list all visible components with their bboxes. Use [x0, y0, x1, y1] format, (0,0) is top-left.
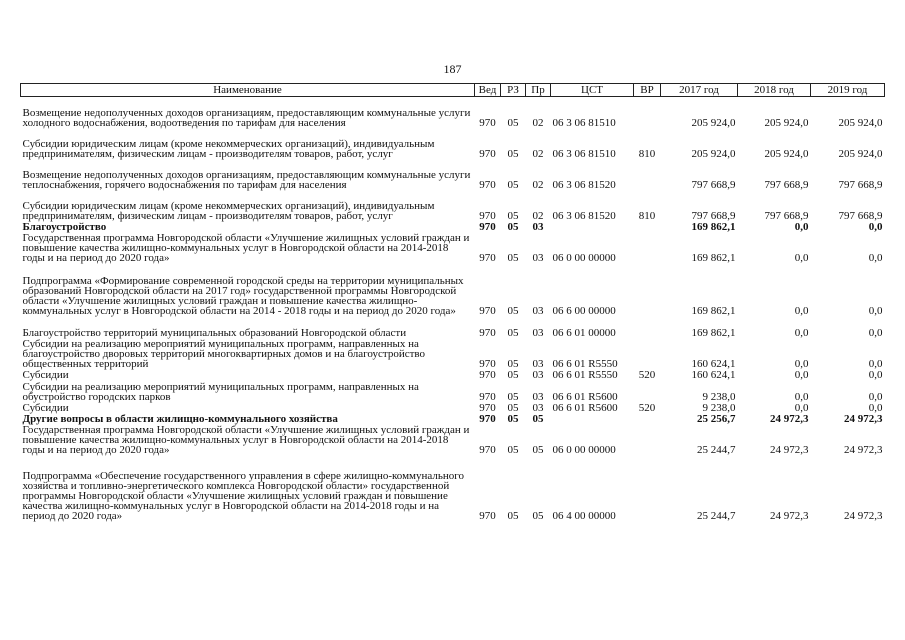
- row-cst: 06 6 01 R5550: [552, 358, 618, 370]
- row-ved: 970: [479, 402, 496, 414]
- row-rz: 05: [507, 117, 519, 129]
- row-value-2019: 0,0: [868, 391, 883, 403]
- row-value-2019: 0,0: [868, 402, 883, 414]
- row-cst: [551, 221, 634, 232]
- row-rz: 05: [507, 413, 519, 425]
- row-rz: 05: [507, 148, 519, 160]
- row-value-2017: 160 624,1: [691, 369, 736, 381]
- row-name: Государственная программа Новгородской области «Улучшение жилищных условий граждан и повышение качества жилищно-коммунальных услуг в Новгородской области на 2014-2018 годы и на период до 2020 года»: [22, 424, 470, 456]
- row-value-2018: 0,0: [794, 252, 809, 264]
- table-row: [21, 424, 885, 455]
- row-value-2017: 25 256,7: [697, 413, 736, 425]
- row-ved: 970: [479, 413, 496, 425]
- row-rz: 05: [507, 444, 519, 456]
- row-ved: 970: [479, 117, 496, 129]
- header-vr: ВР: [634, 84, 661, 97]
- row-vr: [634, 380, 661, 402]
- row-value-2017: 169 862,1: [691, 221, 736, 233]
- row-value-2019: 24 972,3: [844, 413, 883, 425]
- table-row: [21, 402, 885, 413]
- row-name: Возмещение недополученных доходов организациям, предоставляющим коммунальные услуги холодного водоснабжения, водоотведения по тарифам для населения: [22, 107, 471, 129]
- row-value-2018: 24 972,3: [770, 413, 809, 425]
- row-value-2018: 0,0: [794, 358, 809, 370]
- row-cst: 06 3 06 81520: [552, 179, 616, 191]
- row-value-2019: 0,0: [868, 327, 883, 339]
- table-row: [21, 413, 885, 424]
- row-value-2018: 0,0: [794, 305, 809, 317]
- row-vr: 810: [638, 148, 656, 160]
- row-name: Благоустройство территорий муниципальных образований Новгородской области: [22, 327, 407, 339]
- row-rz: 05: [507, 369, 519, 381]
- row-value-2019: 797 668,9: [838, 179, 883, 191]
- row-ved: 970: [479, 252, 496, 264]
- row-value-2017: 9 238,0: [702, 402, 736, 414]
- table-row: [21, 221, 885, 232]
- row-pr: 03: [532, 369, 544, 381]
- row-vr: [634, 455, 661, 521]
- row-rz: 05: [507, 327, 519, 339]
- row-vr: [634, 159, 661, 190]
- table-row: [21, 369, 885, 380]
- row-name: Субсидии на реализацию мероприятий муниципальных программ, направленных на обустройство городских парков: [22, 381, 419, 403]
- table-row: [21, 159, 885, 190]
- row-pr: 03: [532, 391, 544, 403]
- row-name: Государственная программа Новгородской области «Улучшение жилищных условий граждан и повышение качества жилищно-коммунальных услуг в Новгородской области на 2014-2018 годы и на период до 2020 года»: [22, 232, 470, 264]
- row-value-2018: 797 668,9: [764, 179, 809, 191]
- table-header-row: [21, 84, 885, 97]
- row-vr: [634, 221, 661, 232]
- table-row: [21, 232, 885, 263]
- row-pr: 03: [532, 221, 544, 233]
- row-cst: 06 6 01 R5550: [552, 369, 618, 381]
- row-ved: 970: [479, 358, 496, 370]
- row-value-2017: 797 668,9: [691, 210, 736, 222]
- row-ved: 970: [479, 148, 496, 160]
- row-pr: 03: [532, 252, 544, 264]
- row-value-2019: 0,0: [868, 221, 883, 233]
- row-rz: 05: [507, 210, 519, 222]
- row-vr: 520: [638, 402, 656, 414]
- row-value-2018: 797 668,9: [764, 210, 809, 222]
- row-name: Субсидии: [22, 369, 69, 381]
- row-cst: 06 0 00 00000: [552, 444, 616, 456]
- row-rz: 05: [507, 305, 519, 317]
- row-pr: 02: [532, 179, 544, 191]
- row-value-2019: 0,0: [868, 358, 883, 370]
- row-value-2017: 25 244,7: [697, 444, 736, 456]
- row-pr: 03: [532, 402, 544, 414]
- row-rz: 05: [507, 402, 519, 414]
- row-value-2018: 205 924,0: [764, 148, 809, 160]
- header-2018: 2018 год: [738, 84, 811, 97]
- row-value-2019: 205 924,0: [838, 117, 883, 129]
- row-ved: 970: [479, 210, 496, 222]
- row-rz: 05: [507, 252, 519, 264]
- table-row: [21, 190, 885, 221]
- row-rz: 05: [507, 358, 519, 370]
- row-value-2019: 797 668,9: [838, 210, 883, 222]
- row-rz: 05: [507, 391, 519, 403]
- row-value-2018: 0,0: [794, 391, 809, 403]
- row-vr: [634, 232, 661, 263]
- row-value-2017: 169 862,1: [691, 305, 736, 317]
- row-vr: 810: [638, 210, 656, 222]
- row-ved: 970: [479, 305, 496, 317]
- row-vr: 520: [638, 369, 656, 381]
- row-vr: [634, 413, 661, 424]
- row-value-2019: 0,0: [868, 252, 883, 264]
- row-name: Субсидии юридическим лицам (кроме некоммерческих организаций), индивидуальным предпринимателям, физическим лицам - производителям товаров, работ, услуг: [22, 138, 435, 160]
- row-value-2017: 169 862,1: [691, 252, 736, 264]
- row-cst: 06 3 06 81510: [552, 148, 616, 160]
- row-value-2019: 24 972,3: [844, 444, 883, 456]
- row-rz: 05: [507, 179, 519, 191]
- row-rz: 05: [507, 510, 519, 522]
- row-value-2018: 0,0: [794, 369, 809, 381]
- row-value-2017: 25 244,7: [697, 510, 736, 522]
- row-pr: 03: [532, 358, 544, 370]
- row-name: Подпрограмма «Формирование современной городской среды на территории муниципальных образований Новгородской области на 2017 год» государственной программы Новгородской области «Улучшение жилищных условий граждан и повышение качества жилищно-коммунальных услуг в Новгородской области на 2014 - 2018 годы и на период до 2020 года»: [22, 275, 464, 317]
- header-cst: ЦСТ: [551, 84, 634, 97]
- row-value-2019: 0,0: [868, 305, 883, 317]
- row-value-2019: 205 924,0: [838, 148, 883, 160]
- row-value-2018: 24 972,3: [770, 510, 809, 522]
- table-row: [21, 97, 885, 129]
- row-name: Другие вопросы в области жилищно-коммунального хозяйства: [22, 413, 338, 425]
- row-vr: [634, 263, 661, 316]
- header-name: Наименование: [21, 84, 475, 97]
- row-ved: 970: [479, 179, 496, 191]
- table-row: [21, 263, 885, 316]
- budget-table: [20, 83, 885, 521]
- row-cst: 06 0 00 00000: [552, 252, 616, 264]
- row-ved: 970: [479, 510, 496, 522]
- row-cst: [551, 413, 634, 424]
- row-vr: [634, 338, 661, 369]
- table-body: [21, 97, 885, 522]
- row-ved: 970: [479, 444, 496, 456]
- row-vr: [634, 97, 661, 129]
- row-pr: 02: [532, 117, 544, 129]
- table-row: [21, 338, 885, 369]
- row-pr: 05: [532, 413, 544, 425]
- row-vr: [634, 316, 661, 338]
- row-value-2017: 797 668,9: [691, 179, 736, 191]
- row-name: Возмещение недополученных доходов организациям, предоставляющим коммунальные услуги теплоснабжения, горячего водоснабжения по тарифам для населения: [22, 169, 471, 191]
- row-pr: 05: [532, 510, 544, 522]
- row-pr: 03: [532, 327, 544, 339]
- table-row: [21, 128, 885, 159]
- row-value-2018: 0,0: [794, 221, 809, 233]
- row-pr: 02: [532, 210, 544, 222]
- row-value-2019: 24 972,3: [844, 510, 883, 522]
- row-value-2017: 205 924,0: [691, 148, 736, 160]
- row-cst: 06 4 00 00000: [552, 510, 616, 522]
- row-ved: 970: [479, 327, 496, 339]
- row-name: Субсидии на реализацию мероприятий муниципальных программ, направленных на благоустройство дворовых территорий многоквартирных домов и на благоустройство общественных территорий: [22, 338, 426, 370]
- row-vr: [634, 424, 661, 455]
- row-value-2017: 169 862,1: [691, 327, 736, 339]
- row-ved: 970: [479, 369, 496, 381]
- row-name: Подпрограмма «Обеспечение государственного управления в сфере жилищно-коммунального хозяйства и топливно-энергетического комплекса Новгородской области» государственной программы Новгородской области «Улучшение жилищных условий граждан и повышение качества жилищно-коммунальных услуг в Новгородской области на 2014-2018 годы и на период до 2020 года»: [22, 470, 464, 522]
- row-cst: 06 6 01 00000: [552, 327, 616, 339]
- header-2017: 2017 год: [661, 84, 738, 97]
- header-pr: Пр: [526, 84, 551, 97]
- row-pr: 05: [532, 444, 544, 456]
- row-value-2017: 160 624,1: [691, 358, 736, 370]
- row-value-2018: 24 972,3: [770, 444, 809, 456]
- page-number: 187: [443, 62, 462, 76]
- row-rz: 05: [507, 221, 519, 233]
- row-name: Субсидии юридическим лицам (кроме некоммерческих организаций), индивидуальным предпринимателям, физическим лицам - производителям товаров, работ, услуг: [22, 200, 435, 222]
- row-cst: 06 6 00 00000: [552, 305, 616, 317]
- row-pr: 02: [532, 148, 544, 160]
- row-pr: 03: [532, 305, 544, 317]
- row-ved: 970: [479, 221, 496, 233]
- row-cst: 06 6 01 R5600: [552, 402, 618, 414]
- row-name: Субсидии: [22, 402, 69, 414]
- table-row: [21, 316, 885, 338]
- row-cst: 06 6 01 R5600: [552, 391, 618, 403]
- row-value-2019: 0,0: [868, 369, 883, 381]
- row-ved: 970: [479, 391, 496, 403]
- row-value-2018: 205 924,0: [764, 117, 809, 129]
- row-cst: 06 3 06 81520: [552, 210, 616, 222]
- row-value-2017: 9 238,0: [702, 391, 736, 403]
- row-value-2017: 205 924,0: [691, 117, 736, 129]
- row-name: Благоустройство: [22, 221, 107, 233]
- table-row: [21, 380, 885, 402]
- row-value-2018: 0,0: [794, 402, 809, 414]
- table-row: [21, 455, 885, 521]
- header-ved: Вед: [475, 84, 501, 97]
- row-value-2018: 0,0: [794, 327, 809, 339]
- header-2019: 2019 год: [811, 84, 885, 97]
- row-cst: 06 3 06 81510: [552, 117, 616, 129]
- header-rz: РЗ: [501, 84, 526, 97]
